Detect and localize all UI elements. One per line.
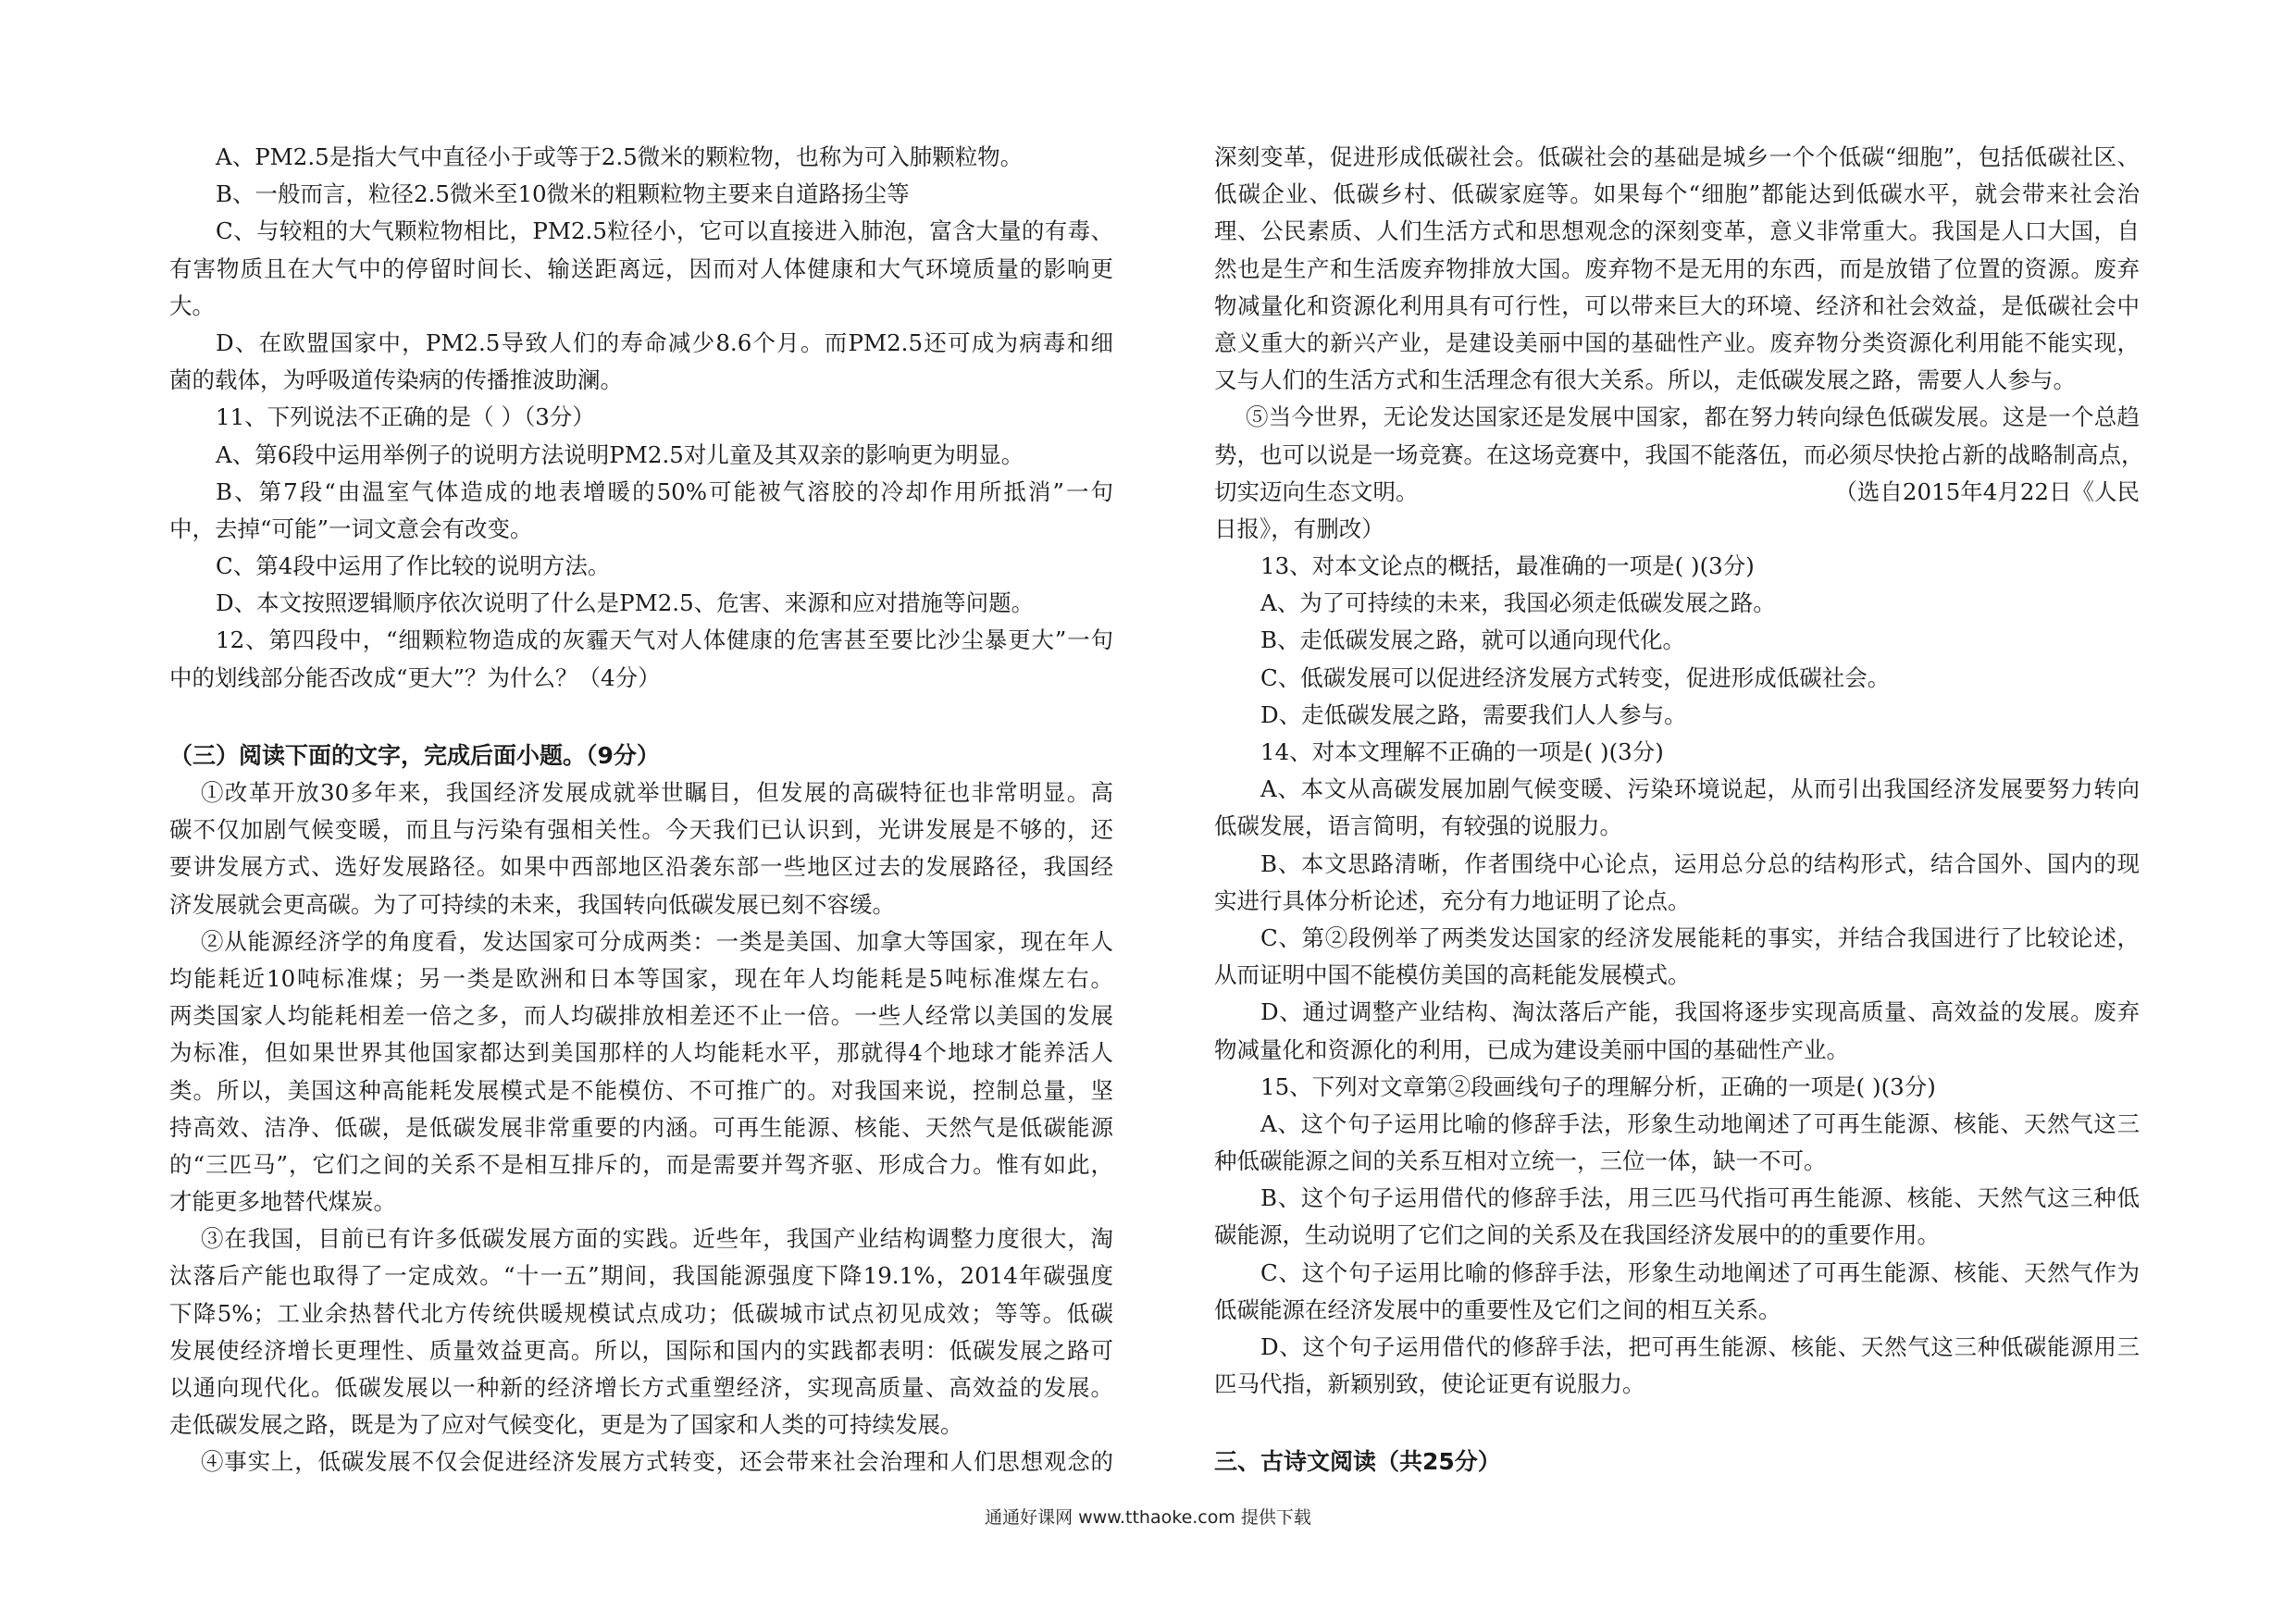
q10-option-a: A、PM2.5是指大气中直径小于或等于2.5微米的颗粒物，也称为可入肺颗粒物。 [216, 143, 1024, 170]
q10-option-c: C、与较粗的大气颗粒物相比，PM2.5粒径小，它可以直接进入肺泡，富含大量的有毒、 [216, 217, 1113, 245]
paragraph-5-end: 切实迈向生态文明。 [1214, 477, 1419, 505]
paragraph-4-line: 又与人们的生活方式和生活理念有很大关系。所以，走低碳发展之路，需要人人参与。 [1214, 366, 2076, 394]
q15-option-d: D、这个句子运用借代的修辞手法，把可再生能源、核能、天然气这三种低碳能源用三 [1260, 1333, 2140, 1360]
paragraph-3-line: 发展使经济增长更理性、质量效益更高。所以，国际和国内的实践都表明：低碳发展之路可 [169, 1336, 1113, 1364]
q10-option-c-end: 大。 [169, 291, 215, 319]
paragraph-2-line: 的“三匹马”，它们之间的关系不是相互排斥的，而是需要并驾齐驱、形成合力。惟有如此， [169, 1150, 1113, 1178]
source-citation: （选自2015年4月22日《人民 [1834, 477, 2140, 505]
paragraph-4-line: 低碳企业、低碳乡村、低碳家庭等。如果每个“细胞”都能达到低碳水平，就会带来社会治 [1214, 180, 2140, 208]
q14-option-b-cont: 实进行具体分析论述，充分有力地证明了论点。 [1214, 886, 1691, 914]
q13-option-a: A、为了可持续的未来，我国必须走低碳发展之路。 [1260, 589, 1776, 617]
q14-option-a-cont: 低碳发展，语言简明，有较强的说服力。 [1214, 812, 1622, 840]
q14-stem: 14、对本文理解不正确的一项是( )(3分) [1260, 738, 1664, 765]
paragraph-3-line: 下降5%；工业余热替代北方传统供暖规模试点成功；低碳城市试点初见成效；等等。低碳 [169, 1299, 1113, 1327]
q14-option-c-cont: 从而证明中国不能模仿美国的高耗能发展模式。 [1214, 961, 1691, 989]
paragraph-1-line: 济发展就会更高碳。为了可持续的未来，我国转向低碳发展已刻不容缓。 [169, 890, 895, 918]
q11-option-b-cont: 中，去掉“可能”一词文意会有改变。 [169, 514, 533, 542]
q13-stem: 13、对本文论点的概括，最准确的一项是( )(3分) [1260, 552, 1755, 580]
spacer [1214, 1403, 2140, 1443]
paragraph-1-line: 要讲发展方式、选好发展路径。如果中西部地区沿袭东部一些地区过去的发展路径，我国经 [169, 853, 1113, 881]
paragraph-5-line: ⑤当今世界，无论发达国家还是发展中国家，都在努力转向绿色低碳发展。这是一个总趋 [1246, 403, 2140, 431]
q15-option-a-cont: 种低碳能源之间的关系互相对立统一，三位一体，缺一不可。 [1214, 1147, 1827, 1175]
paragraph-2-line: 均能耗近10吨标准煤；另一类是欧洲和日本等国家，现在年人均能耗是5吨标准煤左右。 [169, 964, 1113, 992]
paragraph-2-line: 两类国家人均能耗相差一倍之多，而人均碳排放相差还不止一倍。一些人经常以美国的发展 [169, 1002, 1113, 1030]
paragraph-4-line: 然也是生产和生活废弃物排放大国。废弃物不是无用的东西，而是放错了位置的资源。废弃 [1214, 254, 2140, 282]
paragraph-2-line: 才能更多地替代煤炭。 [169, 1188, 396, 1216]
section-3-heading: （三）阅读下面的文字，完成后面小题。（9分） [169, 741, 660, 769]
q11-option-c: C、第4段中运用了作比较的说明方法。 [216, 552, 611, 580]
paragraph-5-line: 势，也可以说是一场竞赛。在这场竞赛中，我国不能落伍，而必须尽快抢占新的战略制高点， [1214, 440, 2144, 468]
q14-option-b: B、本文思路清晰，作者围绕中心论点，运用总分总的结构形式，结合国外、国内的现 [1260, 849, 2140, 877]
q10-option-b: B、一般而言，粒径2.5微米至10微米的粗颗粒物主要来自道路扬尘等 [216, 180, 910, 208]
q12-stem: 12、第四段中，“细颗粒物造成的灰霾天气对人体健康的危害甚至要比沙尘暴更大”一句 [216, 626, 1113, 654]
q15-stem: 15、下列对文章第②段画线句子的理解分析，正确的一项是( )(3分) [1260, 1072, 1936, 1100]
paragraph-4-line: ④事实上，低碳发展不仅会促进经济发展方式转变，还会带来社会治理和人们思想观念的 [201, 1448, 1113, 1476]
paragraph-4-line: 深刻变革，促进形成低碳社会。低碳社会的基础是城乡一个个低碳“细胞”，包括低碳社区、 [1214, 143, 2140, 170]
source-citation-cont: 日报》，有删改） [1214, 514, 1384, 542]
q13-option-d: D、走低碳发展之路，需要我们人人参与。 [1260, 700, 1687, 728]
left-column [169, 139, 1113, 1481]
paragraph-2-line: 为标准，但如果世界其他国家都达到美国那样的人均能耗水平，那就得4个地球才能养活人 [169, 1039, 1113, 1067]
paragraph-3-line: 走低碳发展之路，既是为了应对气候变化，更是为了国家和人类的可持续发展。 [169, 1411, 963, 1439]
right-column [1214, 139, 2144, 1481]
paragraph-3-line: 汰落后产能也取得了一定成效。“十一五”期间，我国能源强度下降19.1%，2014年碳强度 [169, 1262, 1113, 1290]
q13-option-c: C、低碳发展可以促进经济发展方式转变，促进形成低碳社会。 [1260, 663, 1891, 691]
paragraph-4-line: 物减量化和资源化利用具有可行性，可以带来巨大的环境、经济和社会效益，是低碳社会中 [1214, 291, 2140, 319]
q10-option-d-cont: 菌的载体，为呼吸道传染病的传播推波助澜。 [169, 366, 623, 394]
q14-option-c: C、第②段例举了两类发达国家的经济发展能耗的事实，并结合我国进行了比较论述， [1260, 923, 2140, 951]
section-heading-classical-poetry: 三、古诗文阅读（共25分） [1214, 1448, 1501, 1476]
paragraph-4-line: 理、公民素质、人们生活方式和思想观念的深刻变革，意义非常重大。我国是人口大国，自 [1214, 217, 2140, 245]
paragraph-3-line: ③在我国，目前已有许多低碳发展方面的实践。近些年，我国产业结构调整力度很大，淘 [201, 1225, 1113, 1253]
q15-option-b-cont: 碳能源，生动说明了它们之间的关系及在我国经济发展中的的重要作用。 [1214, 1221, 1940, 1249]
q11-option-d: D、本文按照逻辑顺序依次说明了什么是PM2.5、危害、来源和应对措施等问题。 [216, 589, 1035, 617]
q11-stem: 11、下列说法不正确的是（ ）（3分） [216, 403, 595, 431]
q15-option-c-cont: 低碳能源在经济发展中的重要性及它们之间的相互关系。 [1214, 1295, 1781, 1323]
q11-option-b: B、第7段“由温室气体造成的地表增暖的50%可能被气溶胶的冷却作用所抵消”一句 [216, 477, 1113, 505]
q15-option-b: B、这个句子运用借代的修辞手法，用三匹马代指可再生能源、核能、天然气这三种低 [1260, 1184, 2140, 1212]
paragraph-4-line: 意义重大的新兴产业，是建设美丽中国的基础性产业。废弃物分类资源化利用能不能实现， [1214, 328, 2140, 356]
q14-option-d-cont: 物减量化和资源化的利用，已成为建设美丽中国的基础性产业。 [1214, 1035, 1849, 1063]
q12-stem-cont: 中的划线部分能否改成“更大”？为什么？（4分） [169, 663, 661, 691]
q15-option-d-cont: 匹马代指，新颖别致，使论证更有说服力。 [1214, 1370, 1645, 1398]
paragraph-1-line: ①改革开放30多年来，我国经济发展成就举世瞩目，但发展的高碳特征也非常明显。高 [201, 779, 1113, 806]
paragraph-5-line [1214, 474, 2140, 511]
q15-option-c: C、这个句子运用比喻的修辞手法，形象生动地阐述了可再生能源、核能、天然气作为 [1260, 1258, 2140, 1286]
q10-option-d: D、在欧盟国家中，PM2.5导致人们的寿命减少8.6个月。而PM2.5还可成为病毒和细 [216, 328, 1113, 356]
paragraph-3-line: 以通向现代化。低碳发展以一种新的经济增长方式重塑经济，实现高质量、高效益的发展。 [169, 1374, 1113, 1401]
paragraph-1-line: 碳不仅加剧气候变暖，而且与污染有强相关性。今天我们已认识到，光讲发展是不够的，还 [169, 816, 1113, 844]
paragraph-2-line: 持高效、洁净、低碳，是低碳发展非常重要的内涵。可再生能源、核能、天然气是低碳能源 [169, 1113, 1113, 1141]
paragraph-2-line: 类。所以，美国这种高能耗发展模式是不能模仿、不可推广的。对我国来说，控制总量，坚 [169, 1076, 1113, 1104]
q15-option-a: A、这个句子运用比喻的修辞手法，形象生动地阐述了可再生能源、核能、天然气这三 [1260, 1109, 2140, 1137]
q13-option-b: B、走低碳发展之路，就可以通向现代化。 [1260, 626, 1686, 654]
q10-option-c-cont: 有害物质且在大气中的停留时间长、输送距离远，因而对人体健康和大气环境质量的影响更 [169, 254, 1113, 282]
paragraph-2-line: ②从能源经济学的角度看，发达国家可分成两类：一类是美国、加拿大等国家，现在年人 [201, 927, 1113, 955]
q11-option-a: A、第6段中运用举例子的说明方法说明PM2.5对儿童及其双亲的影响更为明显。 [216, 440, 1024, 468]
q14-option-d: D、通过调整产业结构、淘汰落后产能，我国将逐步实现高质量、高效益的发展。废弃 [1260, 998, 2140, 1026]
page-footer: 通通好课网 www.tthaoke.com 提供下载 [985, 1507, 1311, 1528]
q14-option-a: A、本文从高碳发展加剧气候变暖、污染环境说起，从而引出我国经济发展要努力转向 [1260, 775, 2140, 803]
spacer [169, 697, 1113, 737]
